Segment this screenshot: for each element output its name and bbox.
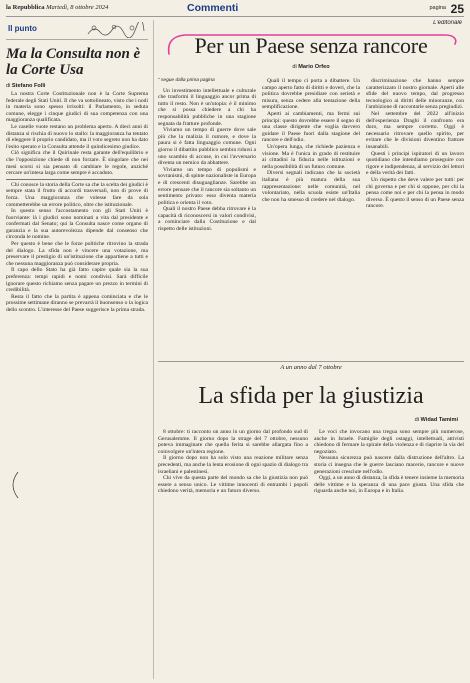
lower-byline	[158, 417, 458, 423]
paragraph: In questo senso l'accostamento con gli Stati Uniti è fuorviante: là i giudici sono nominati a vita dal presidente e confermati dal Senato; qui la Consulta nasce come organo di garanzia e la sua autorevolezza dipende dal consenso che circonda le nomine.	[6, 208, 148, 241]
paragraph: discriminazione che hanno sempre caratterizzato il nostro giornale. Aperti alle sfide del nuovo tempo, dal progresso tecnologico ai diritti delle minoranze, con l'ambizione di raccontarle senza pregiudizi.	[366, 78, 464, 111]
paragraph: Chi vive da questa parte del mondo sa che la giustizia non può essere a senso unico. Le vittime innocenti di entrambi i popoli chiedono verità, memoria e un futuro diverso.	[158, 475, 308, 495]
page-header	[6, 2, 464, 16]
lower-body	[158, 429, 464, 495]
left-column	[6, 20, 148, 679]
paragraph: Un investimento intellettuale e culturale che trasformi il linguaggio ancor prima di tutto il resto. Non è un'utopia: è il minimo che si possa chiedere a chi ha responsabilità pubbliche in una stagione segnata da fratture profonde.	[158, 87, 256, 127]
byline-author: Widad Tamimi	[420, 417, 458, 423]
paragraph: Un'opera lunga, che richiede pazienza e visione. Ma è l'unica in grado di restituire ai cittadini la fiducia nelle istituzioni e nella possibilità di un futuro comune.	[262, 143, 360, 170]
page-number: 25	[450, 2, 464, 16]
paragraph: Viviamo un tempo di guerre dove sale più che la malizia il rumore, e dove la paura si è fatta linguaggio comune. Ogni giorno il dibattito pubblico sembra ridursi a uno scambio di accuse, in cui l'avversario diventa un nemico da abbattere.	[158, 127, 256, 167]
paragraph: Resta il fatto che la partita è appena cominciata e che le prossime settimane diranno se prevarrà il buonsenso o la logica dello scontro. L'interesse del Paese suggerisce la prima strada.	[6, 293, 148, 313]
editorial-column-1	[158, 78, 256, 233]
section-rule	[158, 361, 464, 362]
paragraph: Quali il nostro Paese debba ritrovare è la capacità di riconoscersi in valori condivisi, a cominciare dalla Costituzione e dal rispetto delle istituzioni.	[158, 206, 256, 233]
header-rule	[6, 16, 464, 17]
editorial-headline: Per un Paese senza rancore	[194, 33, 428, 58]
left-byline	[6, 83, 148, 89]
column-divider	[153, 20, 154, 679]
paragraph: Ciò significa che il Quirinale resta garante dell'equilibrio e che l'opposizione chiede di non forzare. È singolare che nei mesi scorsi si sia pensato di cambiare le regole, anziché cercare un'intesa larga come sempre è accaduto.	[6, 150, 148, 177]
lower-article	[158, 364, 464, 679]
lower-kicker: A un anno dal 7 ottobre	[280, 364, 342, 371]
paragraph: Nel settembre del 2022 all'inizio dell'esperienza Draghi il confronto era duro, ma sempre corretto. Oggi è necessario ritrovare quello spirito, per evitare che le divisioni diventino fratture insanabili.	[366, 110, 464, 150]
paragraph: Chi conosce la storia della Corte sa che la scelta dei giudici è sempre stata il frutto di accordi trasversali, non di prove di forza. Una maggioranza che volesse fare da sola commetterebbe un errore politico, oltre che istituzionale.	[6, 181, 148, 208]
editorial-label: L'editoriale	[433, 20, 462, 26]
handwritten-underline	[6, 179, 148, 180]
paragraph: Il giorno dopo non ha solo visto una reazione militare senza precedenti, ma anche la lenta erosione di ogni spazio di dialogo tra israeliani e palestinesi.	[158, 455, 308, 475]
editorial-byline	[158, 64, 464, 70]
byline-prefix: di	[292, 64, 297, 70]
lower-headline: La sfida per la giustizia	[198, 383, 424, 409]
lower-column-1	[158, 429, 308, 495]
masthead-date: Martedì, 8 ottobre 2024	[46, 4, 109, 11]
paragraph: Quali il tempo ci porta a dibattere. Un campo aperto fatto di diritti e doveri, che la politica dovrebbe presidiare con serietà e misura, senza cedere alla tentazione della semplificazione.	[262, 78, 360, 111]
paragraph: Viviamo un tempo di populismi e sovranismi, di spinte nazionaliste in Europa e di crescenti disuguaglianze. Sarebbe un errore pensare che il rancore sia soltanto un sentimento privato: esso diventa materia politica e orienta il voto.	[158, 166, 256, 206]
kicker-illustration	[84, 22, 146, 38]
kicker-row	[6, 20, 148, 40]
editorial-column-2	[262, 78, 360, 233]
lower-column-2	[314, 429, 464, 495]
paragraph: Un rispetto che deve valere per tutti: per chi governa e per chi si oppone, per chi la pensa come noi e per chi la pensa in modo diverso. È questo il senso di un Paese senza rancore.	[366, 176, 464, 210]
masthead-title: la Repubblica	[6, 4, 45, 11]
paragraph: Diversi segnali indicano che la società italiana è più matura della sua rappresentazione: nelle comunità, nel volontariato, nella scuola esiste un'Italia che non ha smesso di credere nel dialogo.	[262, 170, 360, 203]
byline-author: Stefano Folli	[11, 83, 46, 89]
column-kicker: Il punto	[8, 24, 37, 33]
byline-prefix: di	[6, 83, 11, 89]
paragraph: Per questo è bene che le forze politiche ritrovino la strada del dialogo. La sfida non è vincere una votazione, ma preservare il prestigio di un'istituzione che appartiene a tutti e che nessuna maggioranza può considerare propria.	[6, 241, 148, 267]
paragraph: Nessuna sicurezza può nascere dalla distruzione dell'altro. La storia ci insegna che le guerre lasciano macerie, rancore e nuove generazioni cresciute nell'odio.	[314, 455, 464, 475]
editorial-column-3	[366, 78, 464, 233]
page-label: pagina	[429, 5, 446, 11]
paragraph: Oggi, a un anno di distanza, la sfida è tenere insieme la memoria delle vittime e la speranza di una pace giusta. Una sfida che riguarda anche noi, in Europa e in Italia.	[314, 475, 464, 495]
continuation-note: " segue dalla prima pagina	[158, 78, 215, 83]
masthead	[6, 4, 108, 11]
byline-author: Mario Orfeo	[298, 64, 330, 70]
left-body	[6, 91, 148, 314]
left-headline: Ma la Consulta non è la Corte Usa	[6, 46, 141, 78]
section-title: Commenti	[187, 2, 239, 14]
paragraph: Le caselle vuote restano un problema aperto. A dieci anni di distanza si rischia di nuovo lo stallo: la maggioranza ha tentato di eleggere il proprio candidato, ma il voto segreto non ha dato l'esito sperato e la Consulta attende il quindicesimo giudice.	[6, 123, 148, 150]
paragraph: 8 ottobre: ti racconto un anno in un giorno dal profondo sud di Gerusalemme. Il giorno dopo la strage del 7 ottobre, nessuno poteva immaginare che quella ferita si sarebbe allargata fino a coinvolgere un'intera regione.	[158, 429, 308, 455]
editorial-article	[158, 20, 464, 356]
editorial-body	[158, 78, 464, 233]
paragraph: Questi i principi ispiratori di un lavoro quotidiano che intendiamo proseguire con rigore e indipendenza, al servizio dei lettori e della verità dei fatti.	[366, 150, 464, 177]
paragraph: La nostra Corte Costituzionale non è la Corte Suprema federale degli Stati Uniti. Il che va sottolineato, visto che i nodi in materia sono spesso irrisolti: il Parlamento, in seduta comune, elegge i cinque giudici di sua competenza con una maggioranza qualificata.	[6, 91, 148, 124]
paragraph: Il capo dello Stato ha già fatto capire quale sia la sua preferenza: tempi rapidi e nomi condivisi. Sarà difficile ignorare questo richiamo senza pagare un prezzo in termini di credibilità.	[6, 267, 148, 294]
byline-prefix: di	[414, 417, 419, 423]
paragraph: Le voci che invocano una tregua sono sempre più numerose, anche in Israele. Famiglie degli ostaggi, intellettuali, attivisti chiedono di fermare la spirale della violenza e di riaprire la via del negoziato.	[314, 429, 464, 455]
paragraph: Aperti ai cambiamenti, ma fermi sui principi: questo dovrebbe essere il segno di una classe dirigente che voglia davvero guidare il Paese fuori dalla stagione del rancore e dell'odio.	[262, 110, 360, 144]
